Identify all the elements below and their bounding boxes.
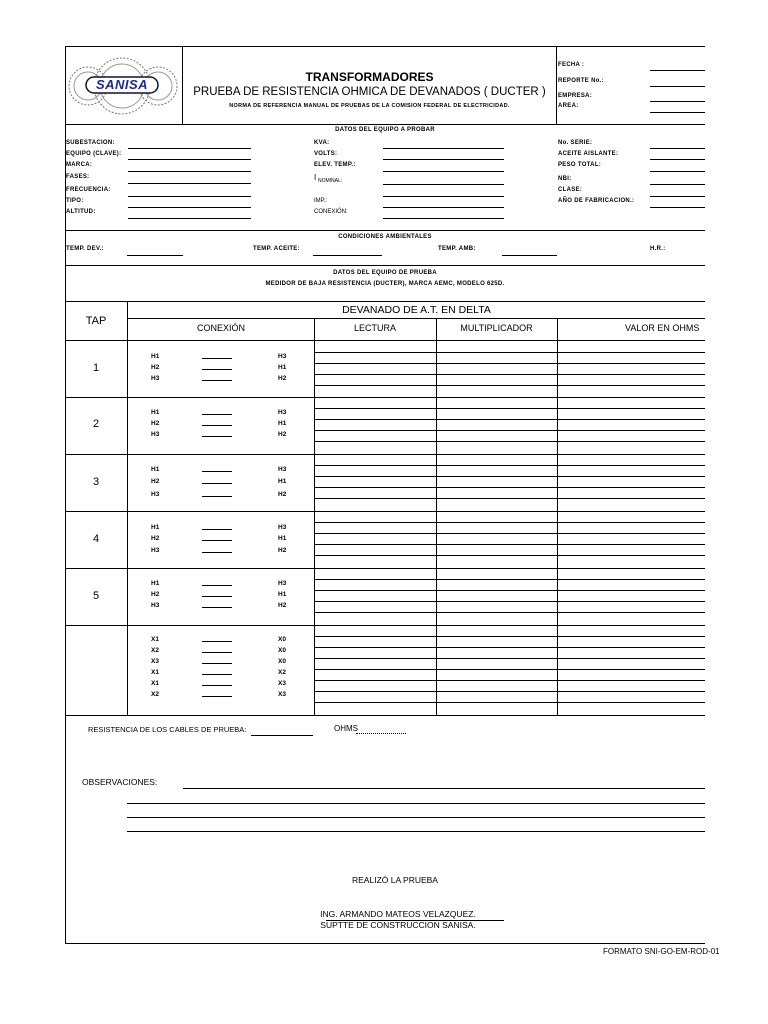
equipo-clave-label: EQUIPO (CLAVE): <box>66 151 122 157</box>
empresa-field[interactable] <box>650 101 705 102</box>
imp-field[interactable] <box>383 196 504 197</box>
tap-2: 2 <box>92 418 100 430</box>
valor-header: VALOR EN OHMS <box>625 323 700 333</box>
elev-temp-field[interactable] <box>383 171 504 172</box>
entry-row-line <box>314 385 705 386</box>
entry-row-line <box>314 352 705 353</box>
conn-dash <box>202 483 232 484</box>
conexion-label: CONEXIÓN: <box>314 209 348 215</box>
ohms-field[interactable] <box>356 733 406 734</box>
altitud-field[interactable] <box>128 218 251 219</box>
conn-dash <box>202 674 232 675</box>
frecuencia-field[interactable] <box>128 196 251 197</box>
conn-right: H2 <box>278 602 287 609</box>
form-frame <box>65 46 705 944</box>
entry-row-line <box>314 669 705 670</box>
formato-code: FORMATO SNI-GO-EM-ROD-01 <box>603 947 720 956</box>
conn-right: H2 <box>278 375 287 382</box>
entry-row-line <box>314 601 705 602</box>
imp-label: IMP.: <box>314 198 328 204</box>
conn-right: H2 <box>278 547 287 554</box>
no-serie-label: No. SERIE: <box>558 140 593 146</box>
tap-1: 1 <box>92 362 100 374</box>
conn-right: H2 <box>278 491 287 498</box>
peso-total-label: PESO TOTAL: <box>558 162 602 168</box>
conn-right: X3 <box>278 680 286 687</box>
observaciones-line[interactable] <box>127 817 705 818</box>
subestacion-field[interactable] <box>128 148 251 149</box>
conn-right: H3 <box>278 580 287 587</box>
conn-dash <box>202 425 232 426</box>
resistencia-label: RESISTENCIA DE LOS CABLES DE PRUEBA: <box>88 725 247 734</box>
entry-row-line <box>314 544 705 545</box>
entry-row-line <box>314 691 705 692</box>
observaciones-line[interactable] <box>183 788 705 789</box>
equipo-heading: DATOS DEL EQUIPO A PROBAR <box>335 127 435 133</box>
entry-row-line <box>314 636 705 637</box>
conn-left: H3 <box>151 547 160 554</box>
entry-row-line <box>314 533 705 534</box>
observaciones-line[interactable] <box>127 831 705 832</box>
tap-5: 5 <box>92 590 100 602</box>
nbi-label: NBI: <box>558 176 572 182</box>
elev-temp-label: ELEV. TEMP.: <box>314 162 356 168</box>
area-label: AREA: <box>558 103 579 109</box>
conn-left: H2 <box>151 420 160 427</box>
conn-left: X1 <box>151 669 159 676</box>
tap-4: 4 <box>92 533 100 545</box>
conn-right: H3 <box>278 409 287 416</box>
equipo-clave-field[interactable] <box>128 159 251 160</box>
divider <box>65 124 705 125</box>
fases-label: FASES: <box>66 174 90 180</box>
conn-dash <box>202 652 232 653</box>
conn-right: H3 <box>278 466 287 473</box>
entry-row-line <box>314 702 705 703</box>
conn-left: X2 <box>151 691 159 698</box>
resistencia-field[interactable] <box>251 735 313 736</box>
observaciones-line[interactable] <box>127 803 705 804</box>
nbi-field[interactable] <box>650 184 705 185</box>
divider <box>182 46 183 124</box>
conn-left: H2 <box>151 591 160 598</box>
conn-dash <box>202 414 232 415</box>
conn-right: X0 <box>278 636 286 643</box>
condiciones-heading: CONDICIONES AMBIENTALES <box>338 234 432 240</box>
fases-field[interactable] <box>128 183 251 184</box>
clase-field[interactable] <box>650 196 705 197</box>
tap-header: TAP <box>85 315 107 327</box>
conn-left: H1 <box>151 466 160 473</box>
marca-label: MARCA: <box>66 162 93 168</box>
conn-left: H2 <box>151 364 160 371</box>
page-title: TRANSFORMADORES <box>305 70 434 84</box>
no-serie-field[interactable] <box>650 148 705 149</box>
divider <box>65 230 705 231</box>
frecuencia-label: FRECUENCIA: <box>66 187 111 193</box>
entry-row-line <box>314 419 705 420</box>
conn-dash <box>202 596 232 597</box>
group-divider <box>65 511 705 512</box>
divider <box>65 715 705 716</box>
conn-right: H1 <box>278 364 287 371</box>
entry-row-line <box>314 430 705 431</box>
entry-row-line <box>314 522 705 523</box>
ano-fabricacion-label: AÑO DE FABRICACION.: <box>558 198 635 204</box>
tap-3: 3 <box>92 476 100 488</box>
entry-row-line <box>314 408 705 409</box>
entry-row-line <box>314 647 705 648</box>
conexion-field[interactable] <box>383 207 504 208</box>
temp-amb-label: TEMP. AMB: <box>438 246 476 252</box>
clase-label: CLASE: <box>558 187 583 193</box>
conn-left: H3 <box>151 491 160 498</box>
i-nominal-field[interactable] <box>383 184 504 185</box>
prueba-heading: DATOS DEL EQUIPO DE PRUEBA <box>333 270 437 276</box>
conn-left: H1 <box>151 409 160 416</box>
signer-name: ING. ARMANDO MATEOS VELAZQUEZ. <box>320 909 476 919</box>
conn-left: X2 <box>151 647 159 654</box>
conn-left: H1 <box>151 353 160 360</box>
tipo-field[interactable] <box>128 207 251 208</box>
medidor-text: MEDIDOR DE BAJA RESISTENCIA (DUCTER), MARCA AEMC, MODELO 625D. <box>265 281 505 287</box>
observaciones-label: OBSERVACIONES: <box>82 777 158 787</box>
conn-right: X0 <box>278 658 286 665</box>
conn-left: X3 <box>151 658 159 665</box>
conn-left: H3 <box>151 375 160 382</box>
conn-dash <box>202 436 232 437</box>
entry-row-line <box>314 476 705 477</box>
entry-row-line <box>314 363 705 364</box>
conn-dash <box>202 685 232 686</box>
entry-row-line <box>314 612 705 613</box>
group-divider <box>65 454 705 455</box>
group-divider <box>65 568 705 569</box>
i-nominal-label: I <box>314 173 317 182</box>
fecha-field[interactable] <box>650 70 705 71</box>
ano-fabricacion-field[interactable] <box>650 207 705 208</box>
entry-row-line <box>314 465 705 466</box>
realizo-label: REALIZÓ LA PRUEBA <box>352 875 438 885</box>
signer-title: SUPTTE DE CONSTRUCCION SANISA. <box>320 920 476 930</box>
kva-field[interactable] <box>383 148 504 149</box>
page-subtitle: PRUEBA DE RESISTENCIA OHMICA DE DEVANADOS ( DUCTER ) <box>193 86 546 98</box>
conn-right: H1 <box>278 535 287 542</box>
conn-dash <box>202 369 232 370</box>
divider <box>314 318 315 715</box>
conn-right: H1 <box>278 478 287 485</box>
volts-label: VOLTS: <box>314 151 338 157</box>
reporte-label: REPORTE No.: <box>558 78 604 84</box>
conn-left: X1 <box>151 636 159 643</box>
kva-label: KVA: <box>314 140 330 146</box>
ohms-label: OHMS <box>334 724 358 733</box>
temp-aceite-label: TEMP. ACEITE: <box>253 246 300 252</box>
area-field[interactable] <box>650 112 705 113</box>
divider <box>436 318 437 715</box>
divider <box>65 265 705 266</box>
group-divider <box>65 625 705 626</box>
conn-left: H2 <box>151 478 160 485</box>
conn-dash <box>202 607 232 608</box>
entry-row-line <box>314 374 705 375</box>
conn-dash <box>202 663 232 664</box>
divider <box>65 301 705 302</box>
entry-row-line <box>314 498 705 499</box>
multiplicador-header: MULTIPLICADOR <box>460 323 533 333</box>
reporte-field[interactable] <box>650 86 705 87</box>
empresa-label: EMPRESA: <box>558 93 593 99</box>
conn-right: H3 <box>278 524 287 531</box>
divider <box>556 46 557 124</box>
entry-row-line <box>314 441 705 442</box>
temp-aceite-field[interactable] <box>313 255 382 256</box>
marca-field[interactable] <box>128 171 251 172</box>
aceite-aislante-field[interactable] <box>650 159 705 160</box>
conn-right: H1 <box>278 591 287 598</box>
conn-right: X2 <box>278 669 286 676</box>
divider <box>65 340 705 341</box>
peso-total-field[interactable] <box>650 171 705 172</box>
divider <box>127 301 128 715</box>
hr-label: H.R.: <box>650 246 666 252</box>
conn-left: H3 <box>151 602 160 609</box>
conn-left: H1 <box>151 580 160 587</box>
conn-dash <box>202 552 232 553</box>
conn-dash <box>202 585 232 586</box>
tipo-label: TIPO: <box>66 198 84 204</box>
temp-dev-field[interactable] <box>127 255 183 256</box>
nominal-subscript: NOMINAL: <box>318 178 343 184</box>
temp-dev-label: TEMP. DEV.: <box>66 246 104 252</box>
entry-row-line <box>314 487 705 488</box>
entry-row-line <box>314 579 705 580</box>
aceite-aislante-label: ACEITE AISLANTE: <box>558 151 619 157</box>
table-title: DEVANADO DE A.T. EN DELTA <box>342 304 491 316</box>
temp-amb-field[interactable] <box>502 255 557 256</box>
conn-dash <box>202 641 232 642</box>
conn-dash <box>202 696 232 697</box>
conn-left: X1 <box>151 680 159 687</box>
divider <box>557 318 558 715</box>
entry-row-line <box>314 555 705 556</box>
conn-dash <box>202 380 232 381</box>
conn-dash <box>202 529 232 530</box>
conn-right: H1 <box>278 420 287 427</box>
conn-left: H2 <box>151 535 160 542</box>
conn-right: X0 <box>278 647 286 654</box>
volts-field[interactable] <box>383 159 504 160</box>
conn-dash <box>202 358 232 359</box>
divider <box>128 318 705 319</box>
extra-field[interactable] <box>383 218 504 219</box>
subestacion-label: SUBESTACION: <box>66 140 115 146</box>
conn-left: H1 <box>151 524 160 531</box>
norma-text: NORMA DE REFERENCIA MANUAL DE PRUEBAS DE LA COMISION FEDERAL DE ELECTRICIDAD. <box>229 103 510 109</box>
altitud-label: ALTITUD: <box>66 209 96 215</box>
logo-text: SANISA <box>95 77 149 92</box>
entry-row-line <box>314 590 705 591</box>
conn-dash <box>202 540 232 541</box>
conn-dash <box>202 496 232 497</box>
conexion-header: CONEXIÓN <box>196 323 245 333</box>
conn-dash <box>202 471 232 472</box>
conn-right: X3 <box>278 691 286 698</box>
conn-left: H3 <box>151 431 160 438</box>
fecha-label: FECHA : <box>558 62 585 68</box>
entry-row-line <box>314 680 705 681</box>
conn-right: H3 <box>278 353 287 360</box>
entry-row-line <box>314 658 705 659</box>
conn-right: H2 <box>278 431 287 438</box>
group-divider <box>65 397 705 398</box>
lectura-header: LECTURA <box>353 323 396 333</box>
